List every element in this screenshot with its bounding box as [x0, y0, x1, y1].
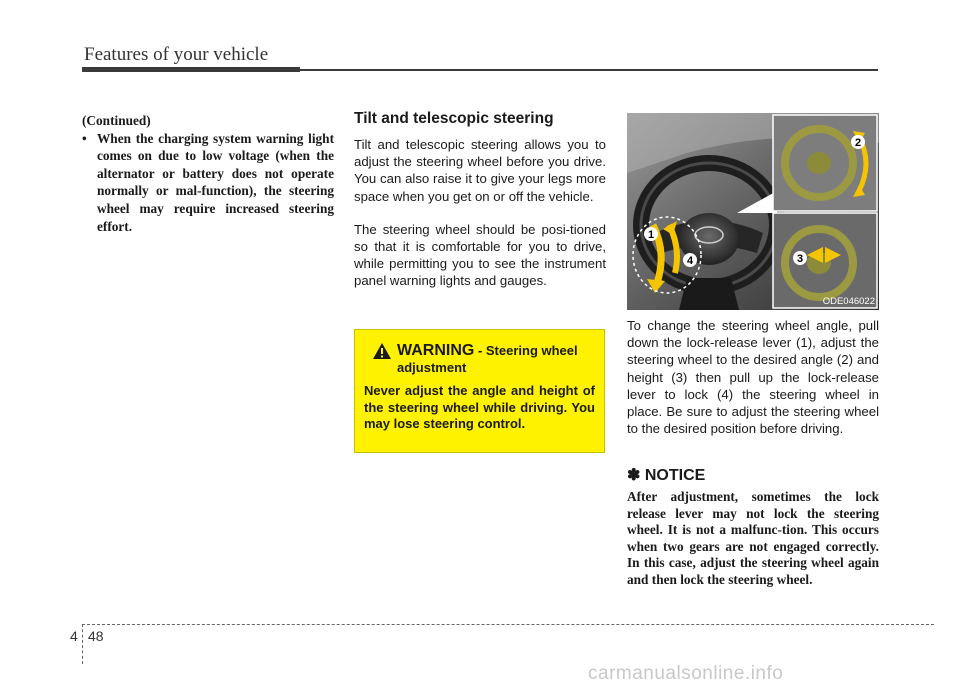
watermark: carmanualsonline.info [588, 663, 784, 684]
continued-label: (Continued) [82, 113, 151, 128]
header-rule-thick [82, 67, 300, 72]
footer-rule [82, 624, 934, 625]
column-continued [82, 112, 334, 235]
tilt-intro-paragraph: Tilt and telescopic steering allows you to adjust the steering wheel before you drive. You can also raise it to give your legs more space when you get on or off the vehicle. [354, 137, 606, 204]
notice-title: ✽ NOTICE [627, 467, 706, 484]
figure-code: ODE046022 [822, 296, 875, 307]
warning-body: Never adjust the angle and height of the steering wheel while driving. You may lose steering control. [364, 383, 595, 431]
warning-word: WARNING [397, 342, 475, 359]
steering-wheel-illustration [627, 113, 879, 310]
figure-label-4: 4 [686, 255, 694, 267]
column-tilt-steering [354, 110, 606, 290]
notice-body: After adjustment, sometimes the lock release lever may not lock the steering wheel. It is not a malfunc-tion. This occurs when two gears are not engaged correctly. In this case, adjust the steering wheel again and then lock the steering wheel. [627, 489, 879, 587]
warning-subtitle: - Steering wheel adjustment [397, 343, 578, 375]
steering-wheel-figure [627, 113, 879, 310]
adjust-instructions-paragraph: To change the steering wheel angle, pull down the lock-release lever (1), adjust the steering wheel to the desired angle (2) and height (3) then pull up the lock-release lever to lock (4) the steering wheel in place. Be sure to adjust the steering wheel to the desired position before driving. [627, 318, 879, 437]
footer-divider [82, 624, 83, 664]
header-rule-thin [300, 69, 878, 71]
warning-triangle-icon [372, 342, 392, 360]
header-title: Features of your vehicle [84, 44, 269, 65]
figure-label-2: 2 [854, 137, 862, 149]
charging-warning-bullet: • When the charging system warning light comes on due to low voltage (when the alternator or battery does not operate normally or mal-function), the steering wheel may require increased steering effort. [82, 130, 334, 236]
position-paragraph: The steering wheel should be posi-tioned so that it is comfortable for you to drive, while permitting you to see the instrument panel warning lights and gauges. [354, 221, 606, 289]
figure-label-3: 3 [796, 253, 804, 265]
warning-box [354, 329, 605, 453]
warning-heading [364, 342, 595, 376]
page-number: 48 [88, 628, 104, 644]
figure-label-1: 1 [647, 229, 655, 241]
section-title: Tilt and telescopic steering [354, 110, 554, 127]
page-chapter: 4 [70, 628, 78, 644]
